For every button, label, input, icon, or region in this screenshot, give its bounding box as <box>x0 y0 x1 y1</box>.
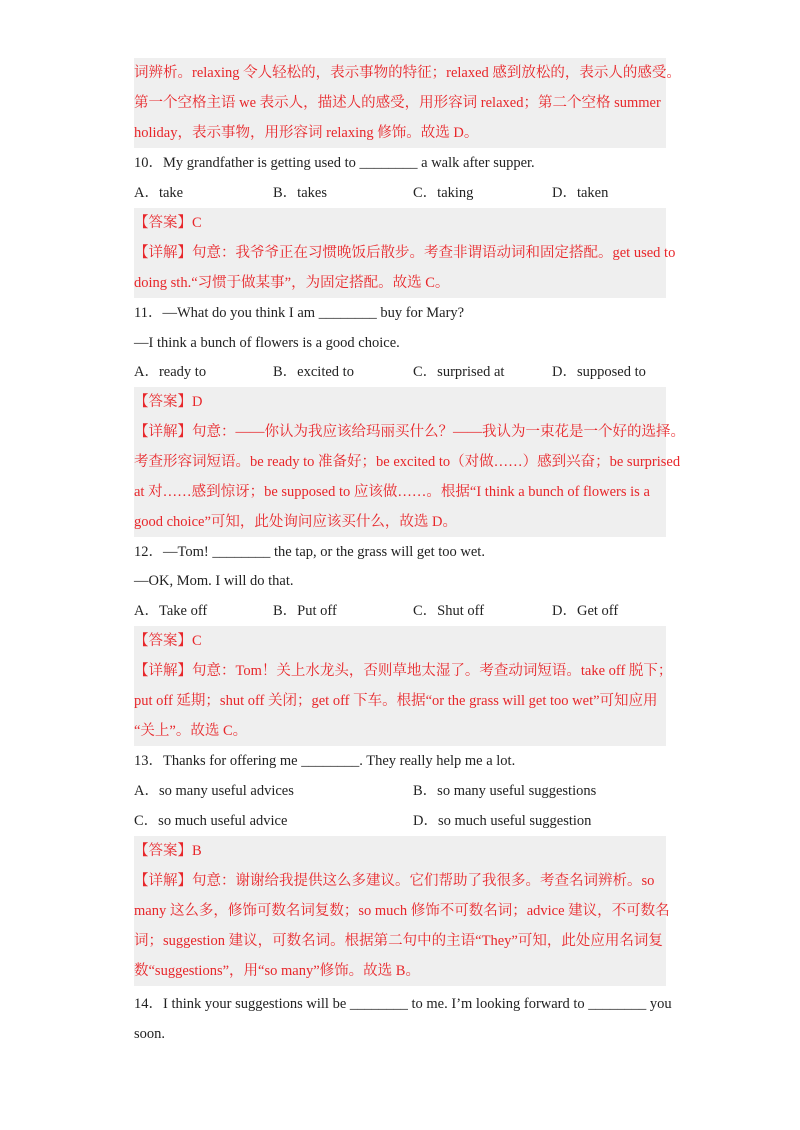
explanation-line: 考查形容词短语。be ready to 准备好；be excited to（对做……）感到兴奋；be surprised <box>134 454 681 470</box>
question-reply: —OK, Mom. I will do that. <box>134 573 294 589</box>
option-c: C．surprised at <box>413 364 505 380</box>
option-a: A．ready to <box>134 364 207 380</box>
option-a: A．Take off <box>134 603 208 619</box>
explanation-line: 【详解】句意：——你认为我应该给玛丽买什么？——我认为一束花是一个好的选择。 <box>134 424 685 440</box>
explanation-line: doing sth.“习惯于做某事”，为固定搭配。故选 C。 <box>134 275 450 291</box>
explanation-line: many 这么多，修饰可数名词复数；so much 修饰不可数名词；advice 建议，不可数名 <box>134 903 670 919</box>
question-14 <box>134 994 672 1044</box>
question-13 <box>134 751 666 831</box>
question-12 <box>134 542 666 622</box>
option-b: B．excited to <box>273 364 354 380</box>
question-reply: —I think a bunch of flowers is a good choice. <box>134 335 400 351</box>
question-10 <box>134 153 666 203</box>
option-c: C．so much useful advice <box>134 813 288 829</box>
answer-label: 【答案】B <box>134 843 202 859</box>
question-11 <box>134 303 666 383</box>
explanation-line: 第一个空格主语 we 表示人，描述人的感受，用形容词 relaxed；第二个空格 summer <box>134 95 661 111</box>
question-stem: 13．Thanks for offering me ________. They really help me a lot. <box>134 753 516 769</box>
option-b: B．so many useful suggestions <box>413 783 597 799</box>
q9-explanation-box <box>134 58 681 148</box>
explanation-line: 【详解】句意：我爷爷正在习惯晚饭后散步。考查非谓语动词和固定搭配。get used to <box>134 245 676 261</box>
option-b: B．takes <box>273 185 327 201</box>
explanation-line: at 对……感到惊讶；be supposed to 应该做……。根据“I think a bunch of flowers is a <box>134 484 650 500</box>
option-a: A．take <box>134 185 184 201</box>
option-c: C．Shut off <box>413 603 485 619</box>
answer-label: 【答案】C <box>134 215 202 231</box>
question-stem-continued: soon. <box>134 1026 166 1042</box>
q10-answer-box <box>134 208 676 298</box>
explanation-line: good choice”可知，此处询问应该买什么，故选 D。 <box>134 514 457 530</box>
answer-label: 【答案】C <box>134 633 202 649</box>
option-d: D．supposed to <box>552 364 646 380</box>
option-c: C．taking <box>413 185 474 201</box>
question-stem: 11．—What do you think I am ________ buy for Mary? <box>134 305 465 321</box>
q11-answer-box <box>134 387 685 537</box>
answer-label: 【答案】D <box>134 394 203 410</box>
question-stem: 12．—Tom! ________ the tap, or the grass will get too wet. <box>134 544 485 560</box>
option-d: D．so much useful suggestion <box>413 813 592 829</box>
explanation-line: 词辨析。relaxing 令人轻松的，表示事物的特征；relaxed 感到放松的，表示人的感受。 <box>134 65 681 81</box>
option-a: A．so many useful advices <box>134 783 294 799</box>
explanation-line: “关上”。故选 C。 <box>134 723 248 739</box>
option-d: D．taken <box>552 185 609 201</box>
q12-answer-box <box>134 626 673 746</box>
explanation-line: 数“suggestions”，用“so many”修饰。故选 B。 <box>134 963 420 979</box>
option-b: B．Put off <box>273 603 337 619</box>
q13-answer-box <box>134 836 670 986</box>
question-stem: 14．I think your suggestions will be ________ to me. I’m looking forward to ________ you <box>134 996 672 1012</box>
explanation-line: 【详解】句意：Tom！关上水龙头，否则草地太湿了。考查动词短语。take off 脱下； <box>134 663 673 679</box>
explanation-line: holiday，表示事物，用形容词 relaxing 修饰。故选 D。 <box>134 125 479 141</box>
explanation-line: 词；suggestion 建议，可数名词。根据第二句中的主语“They”可知，此处应用名词复 <box>134 933 663 949</box>
explanation-line: 【详解】句意：谢谢给我提供这么多建议。它们帮助了我很多。考查名词辨析。so <box>134 873 655 889</box>
option-d: D．Get off <box>552 603 619 619</box>
question-stem: 10．My grandfather is getting used to ________ a walk after supper. <box>134 155 535 171</box>
explanation-line: put off 延期；shut off 关闭；get off 下车。根据“or the grass will get too wet”可知应用 <box>134 693 658 709</box>
